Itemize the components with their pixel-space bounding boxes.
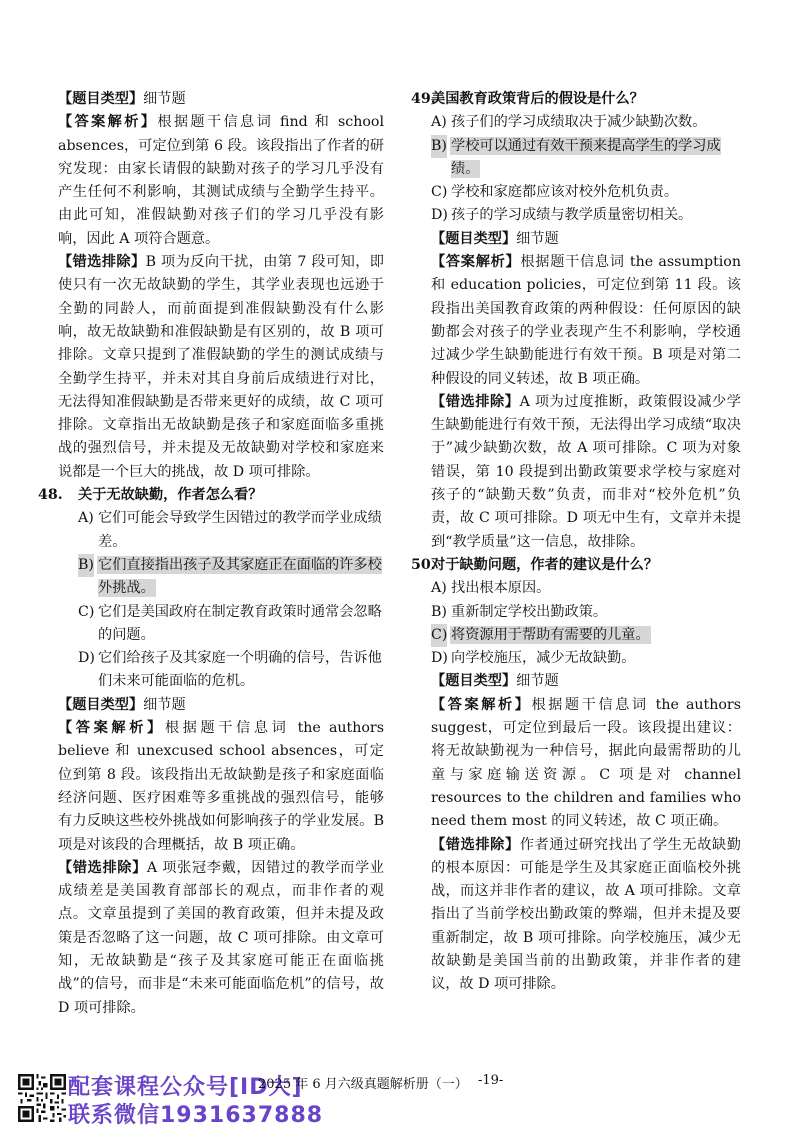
- q47-type-para: [58, 88, 384, 111]
- q47-answer-para: [58, 111, 384, 251]
- q48-type-para: [58, 694, 384, 717]
- question-type-tag: 【题目类型】: [58, 91, 144, 107]
- option-text: 孩子的学习成绩与教学质量密切相关。: [451, 207, 693, 224]
- option-letter: D): [431, 207, 448, 224]
- page-number: -19-: [478, 1073, 504, 1088]
- option-letter: D): [78, 650, 95, 667]
- question-type-tag: 【题目类型】: [58, 696, 144, 713]
- option-letter: A): [78, 510, 94, 527]
- answer-analysis-text: 根据题干信息词 the assumption 和 education policies，可定位到第 11 段。该段指出美国教育政策的两种假设：任何原因的缺勤都会对孩子的学业表现产生不利影响，学校通过减少学生缺勤能进行有效干预。B 项是对第二种假设的同义转述，故 B 项正确。: [431, 254, 741, 387]
- q48-option-c: [58, 601, 384, 648]
- option-letter: C): [431, 184, 448, 201]
- option-text: 它们是美国政府在制定教育政策时通常会忽略的问题。: [98, 603, 382, 643]
- wrong-option-tag: 【错选排除】: [431, 836, 520, 853]
- option-letter: B): [431, 603, 447, 620]
- q49-option-c: [411, 181, 741, 204]
- option-text-highlighted: 将资源用于帮助有需要的儿童。: [451, 626, 650, 643]
- q50-option-a: [411, 577, 741, 600]
- question-number: 48.: [38, 487, 63, 504]
- answer-analysis-tag: 【答案解析】: [431, 254, 521, 271]
- left-column: [38, 88, 384, 1020]
- option-letter: C): [431, 624, 447, 647]
- wrong-option-tag: 【错选排除】: [58, 254, 146, 271]
- answer-analysis-tag: 【答案解析】: [431, 696, 532, 713]
- q49-answer-para: [411, 251, 741, 391]
- q49-option-a: [411, 111, 741, 134]
- question-number: 49.: [411, 91, 436, 107]
- q50-option-c-correct: [411, 624, 741, 647]
- wrong-option-text: B 项为反向干扰，由第 7 段可知，即使只有一次无故缺勤的学生，其学业表现也远逊于全勤的同龄人，而前面提到准假缺勤没有什么影响，故无故缺勤和准假缺勤是有区别的，故 B 项可排除。文章只提到了准假缺勤的学生的测试成绩与全勤学生持平，并未对其自身前后成绩进行对比，无法得知准假缺勤是否带来更好的成绩，故 C 项可排除。文章指出无故缺勤是孩子和家庭面临多重挑战的强烈信号，并未提及无故缺勤对学校和家庭来说都是一个巨大的挑战，故 D 项可排除。: [58, 254, 384, 480]
- option-text: 向学校施压，减少无故缺勤。: [451, 650, 636, 667]
- question-type-text: 细节题: [516, 673, 559, 690]
- q48-exclusion-para: [58, 857, 384, 1020]
- wrong-option-text: A 项为过度推断，政策假设减少学生缺勤能进行有效干预，无法得出学习成绩“取决于”减少缺勤次数，故 A 项可排除。C 项为对象错误，第 10 段提到出勤政策要求学校与家庭对孩子的“缺勤天数”负责，而非对“校外危机”负责，故 C 项可排除。D 项无中生有，文章并未提到“教学质量”这一信息，故排除。: [431, 393, 741, 550]
- q48-answer-para: [58, 717, 384, 857]
- answer-analysis-text: 根据题干信息词 the authors believe 和 unexcused school absences，可定位到第 8 段。该段指出无故缺勤是孩子和家庭面临经济问题、医疗困难等多重挑战的强烈信号，能够有力反映这些校外挑战如何影响孩子的学业发展。B 项是对该段的合理概括，故 B 项正确。: [58, 720, 384, 853]
- option-text-highlighted: 它们直接指出孩子及其家庭正在面临的许多校外挑战。: [98, 556, 382, 597]
- q50-exclusion-para: [411, 834, 741, 997]
- promo-watermark-line1: 配套课程公众号[ID大]: [68, 1075, 303, 1100]
- answer-analysis-text: 根据题干信息词 find 和 school absences，可定位到第 6 段。该段指出了作者的研究发现：由家长请假的缺勤对孩子的学习几乎没有产生任何不利影响，其测试成绩与全勤学生持平。由此可知，准假缺勤对孩子们的学习几乎没有影响，因此 A 项符合题意。: [58, 114, 384, 247]
- wrong-option-tag: 【错选排除】: [431, 393, 520, 410]
- q50-option-d: [411, 647, 741, 670]
- question-type-text: 细节题: [143, 696, 186, 713]
- option-text: 它们给孩子及其家庭一个明确的信号，告诉他们未来可能面临的危机。: [98, 650, 382, 690]
- option-text: 重新制定学校出勤政策。: [451, 603, 608, 620]
- question-type-tag: 【题目类型】: [431, 230, 517, 247]
- answer-analysis-text: 根据题干信息词 the authors suggest，可定位到最后一段。该段提出建议：将无故缺勤视为一种信号，据此向最需帮助的儿童与家庭输送资源。C 项是对 channel resources to the children and families who need them most 的同义转述，故 C 项正确。: [431, 696, 741, 830]
- q48-option-d: [58, 647, 384, 694]
- answer-analysis-tag: 【答案解析】: [58, 114, 158, 131]
- question-50: [411, 554, 741, 577]
- option-letter: B): [431, 135, 447, 158]
- option-text: 找出根本原因。: [451, 580, 551, 597]
- option-text: 学校和家庭都应该对校外危机负责。: [451, 184, 679, 201]
- q50-option-b: [411, 601, 741, 624]
- q49-exclusion-para: [411, 391, 741, 554]
- question-stem: 美国教育政策背后的假设是什么？: [431, 91, 644, 107]
- question-number: 50.: [411, 556, 436, 573]
- wrong-option-text: 作者通过研究找出了学生无故缺勤的根本原因：可能是学生及其家庭正面临校外挑战，而这并非作者的建议，故 A 项可排除。文章指出了当前学校出勤政策的弊端，但并未提及要重新制定，故 B 项可排除。向学校施压，减少无故缺勤是美国当前的出勤政策，并非作者的建议，故 D 项可排除。: [431, 836, 741, 993]
- q49-type-para: [411, 228, 741, 251]
- option-letter: C): [78, 603, 95, 620]
- question-stem: 关于无故缺勤，作者怎么看？: [78, 487, 263, 504]
- wrong-option-tag: 【错选排除】: [58, 859, 147, 876]
- right-column: [411, 88, 741, 997]
- q50-answer-para: [411, 694, 741, 834]
- option-letter: B): [78, 554, 94, 577]
- question-type-text: 细节题: [143, 91, 186, 107]
- q47-exclusion-para: [58, 251, 384, 484]
- option-letter: A): [431, 114, 447, 131]
- q49-option-b-correct: [411, 135, 741, 182]
- wrong-option-text: A 项张冠李戴，因错过的教学而学业成绩差是美国教育部部长的观点，而非作者的观点。文章虽提到了美国的教育政策，但并未提及政策是否忽略了这一问题，故 C 项可排除。由文章可知，无故缺勤是“孩子及其家庭可能正在面临挑战”的信号，而非是“未来可能面临危机”的信号，故 D 项可排除。: [58, 859, 384, 1016]
- promo-watermark-line2: 联系微信1931637888: [68, 1103, 324, 1128]
- option-text-highlighted: 学校可以通过有效干预来提高学生的学习成绩。: [451, 137, 721, 177]
- question-49: [411, 88, 741, 111]
- q50-type-para: [411, 670, 741, 693]
- option-text: 孩子们的学习成绩取决于减少缺勤次数。: [451, 114, 707, 131]
- option-letter: D): [431, 650, 448, 667]
- question-type-tag: 【题目类型】: [431, 673, 517, 690]
- option-text: 它们可能会导致学生因错过的教学而学业成绩差。: [98, 510, 382, 550]
- question-type-text: 细节题: [516, 230, 559, 247]
- q48-option-a: [58, 507, 384, 554]
- question-48: [38, 484, 384, 507]
- q49-option-d: [411, 204, 741, 227]
- answer-analysis-tag: 【答案解析】: [58, 720, 165, 737]
- question-stem: 对于缺勤问题，作者的建议是什么？: [431, 556, 659, 573]
- qr-code-icon: [18, 1074, 66, 1122]
- book-title-footer: 2025 年 6 月六级真题解析册（一）: [258, 1077, 468, 1092]
- q48-option-b-correct: [58, 554, 384, 601]
- option-letter: A): [431, 580, 447, 597]
